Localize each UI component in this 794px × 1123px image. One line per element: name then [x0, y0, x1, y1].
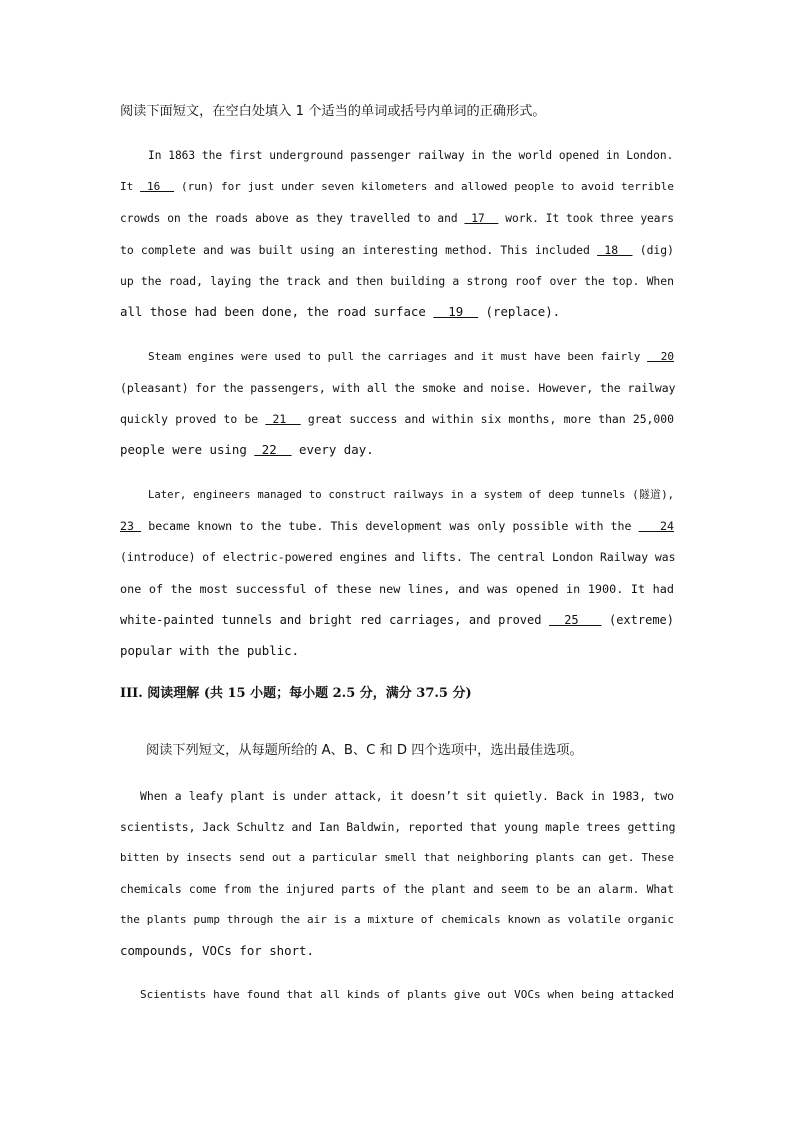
text: It — [120, 180, 141, 193]
text: white-painted tunnels and bright red carriages, and proved — [120, 613, 550, 627]
text: Scientists have found that all kinds of plants give out VOCs when being attacked — [140, 988, 674, 1001]
p1-line-1 — [120, 148, 674, 164]
section-heading: III. 阅读理解 (共 15 小题；每小题 2.5 分，满分 37.5 分) — [120, 686, 472, 701]
text: (replace). — [478, 304, 561, 319]
blank-24[interactable]: 24 — [638, 519, 674, 533]
text: quickly proved to be — [120, 412, 266, 426]
text: In 1863 the first underground passenger railway in the world opened in London. — [148, 149, 674, 162]
p2-line-4 — [120, 442, 674, 458]
grammar-instruction: 阅读下面短文，在空白处填入 1 个适当的单词或括号内单词的正确形式。 — [120, 104, 546, 119]
text: great success and within six months, more than 25,000 — [300, 412, 674, 426]
text: all those had been done, the road surface — [120, 304, 434, 319]
text: (dig) — [632, 243, 675, 257]
p1-line-5: up the road, laying the track and then building a strong roof over the top. When — [120, 274, 674, 288]
blank-20[interactable]: 20 — [647, 350, 674, 363]
text: every day. — [291, 442, 374, 457]
r2-line-1 — [120, 987, 674, 1003]
text: work. It took three years — [498, 212, 674, 225]
text: to complete and was built using an interesting method. This included — [120, 243, 598, 257]
text: 阅读下列短文，从每题所给的 A、B、C 和 D 四个选项中，选出最佳选项。 — [146, 743, 583, 758]
text: crowds on the roads above as they travelled to and — [120, 212, 465, 225]
r1-line-3: bitten by insects send out a particular smell that neighboring plants can get. These — [120, 851, 674, 864]
blank-23[interactable]: 23 — [120, 519, 142, 533]
r1-line-4: chemicals come from the injured parts of the plant and seem to be an alarm. What — [120, 882, 674, 896]
p3-line-5 — [120, 612, 674, 628]
text: (run) for just under seven kilometers and allowed people to avoid terrible — [174, 180, 674, 193]
text: Steam engines were used to pull the carriages and it must have been fairly — [148, 350, 648, 363]
p3-line-1 — [120, 487, 674, 503]
text: When a leafy plant is under attack, it doesn’t sit quietly. Back in 1983, two — [140, 789, 674, 803]
blank-22[interactable]: 22 — [254, 442, 292, 457]
reading-instruction — [120, 743, 674, 759]
blank-19[interactable]: 19 — [433, 304, 479, 319]
p2-line-1 — [120, 349, 674, 365]
text: Later, engineers managed to construct railways in a system of deep tunnels (隧道), — [148, 489, 674, 501]
text: people were using — [120, 442, 255, 457]
p3-line-3: (introduce) of electric-powered engines and lifts. The central London Railway was — [120, 550, 676, 564]
blank-21[interactable]: 21 — [265, 412, 301, 426]
blank-18[interactable]: 18 — [597, 243, 633, 257]
p1-line-2 — [120, 179, 674, 195]
p2-line-2: (pleasant) for the passengers, with all the smoke and noise. However, the railway — [120, 381, 676, 395]
blank-17[interactable]: 17 — [464, 212, 499, 225]
p1-line-4 — [120, 242, 674, 258]
r1-line-6: compounds, VOCs for short. — [120, 943, 314, 958]
p3-line-4: one of the most successful of these new lines, and was opened in 1900. It had — [120, 582, 674, 596]
p1-line-3 — [120, 211, 674, 227]
text: became known to the tube. This development was only possible with the — [141, 519, 639, 533]
text: (extreme) — [601, 613, 674, 627]
r1-line-5: the plants pump through the air is a mixture of chemicals known as volatile organic — [120, 913, 674, 926]
p1-line-6 — [120, 304, 674, 320]
p2-line-3 — [120, 411, 674, 427]
blank-16[interactable]: 16 — [140, 180, 175, 193]
p3-line-6: popular with the public. — [120, 643, 300, 658]
blank-25[interactable]: 25 — [549, 613, 602, 627]
r1-line-2: scientists, Jack Schultz and Ian Baldwin, reported that young maple trees getting — [120, 820, 676, 834]
r1-line-1 — [120, 788, 674, 804]
p3-line-2 — [120, 518, 674, 534]
